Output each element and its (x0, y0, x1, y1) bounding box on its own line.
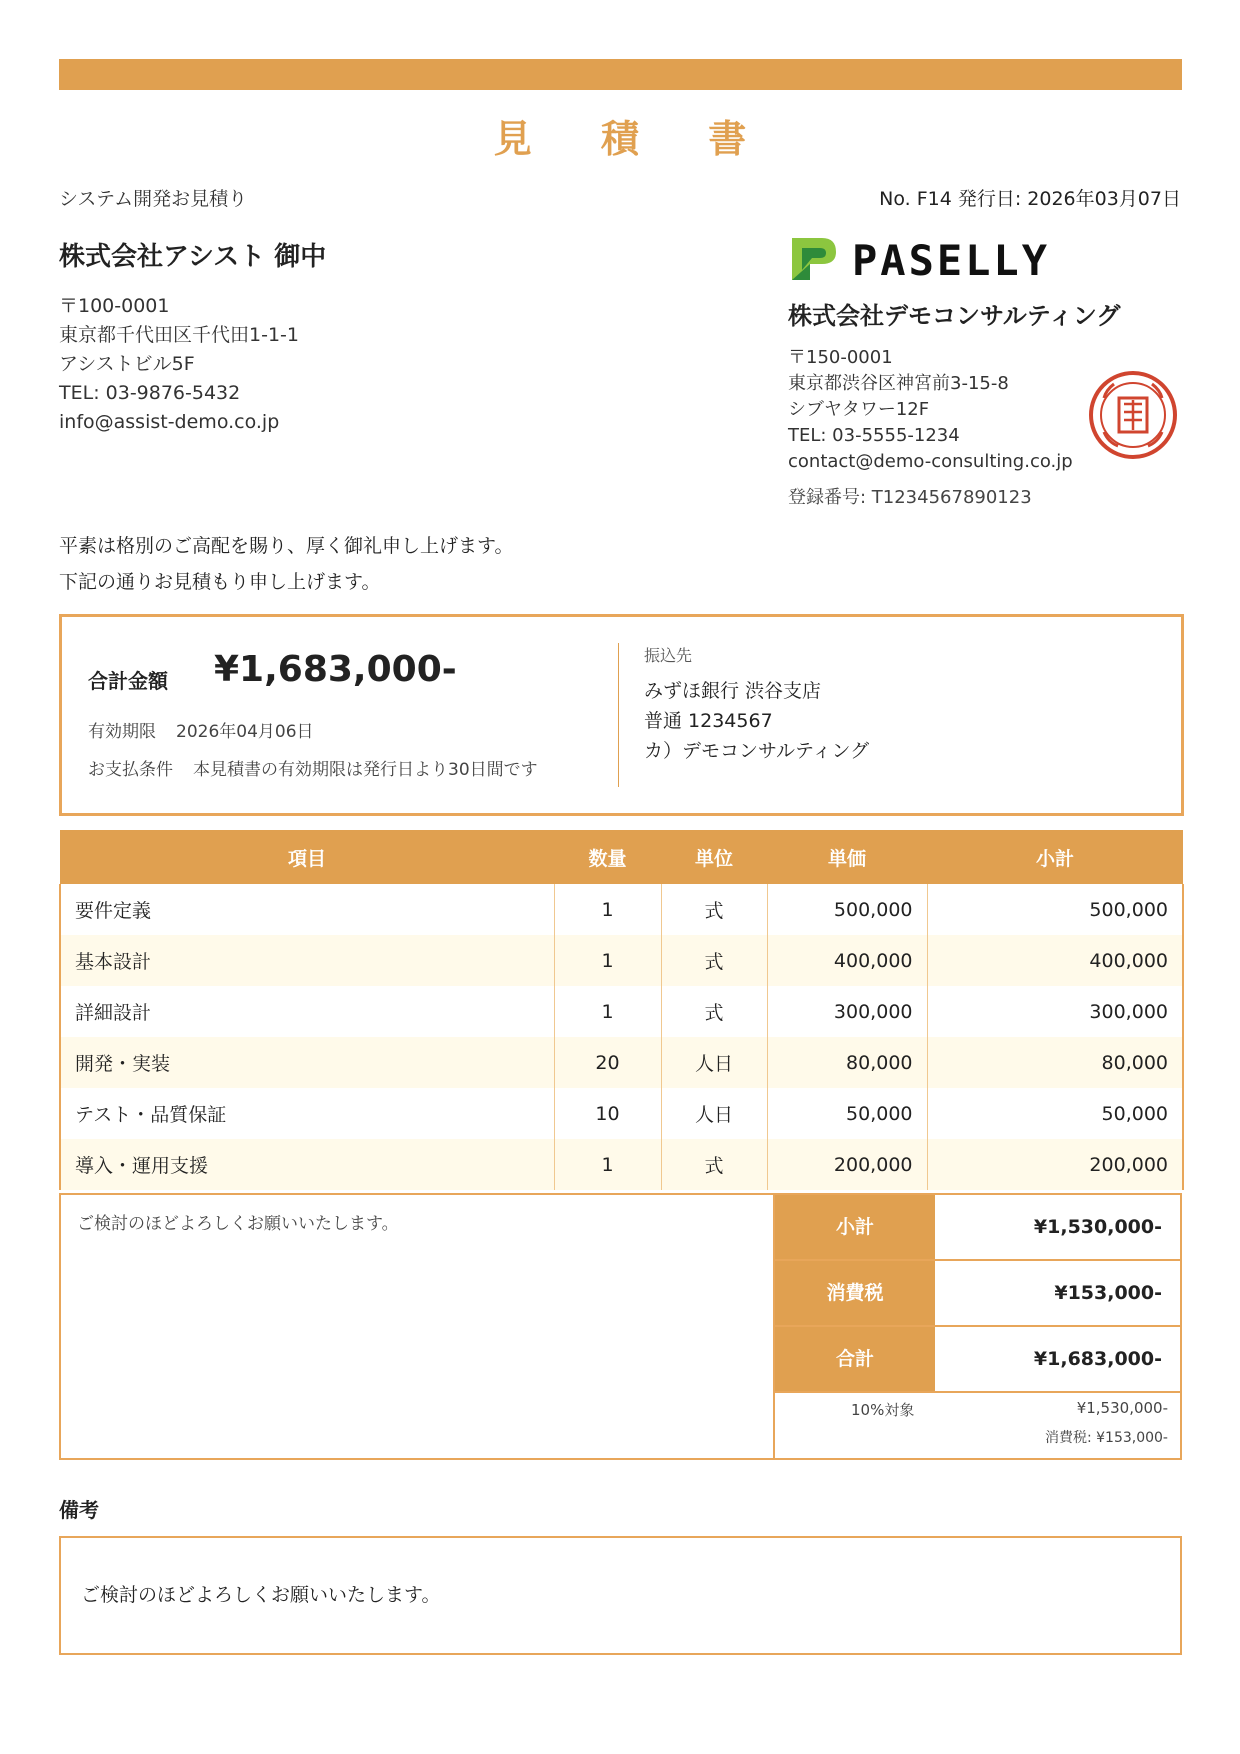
bank-info (644, 643, 869, 766)
total-amount-label: 合計金額 (88, 669, 168, 693)
cell-unit: 式 (661, 884, 767, 935)
bank-label: 振込先 (644, 646, 693, 665)
validity-value: 2026年04月06日 (176, 722, 314, 742)
cell-unit-price: 500,000 (767, 884, 927, 935)
table-row (60, 1139, 1183, 1190)
totals-divider (775, 1391, 1182, 1393)
cell-subtotal: 50,000 (927, 1088, 1183, 1139)
summary-divider (618, 643, 619, 787)
cell-subtotal: 500,000 (927, 884, 1183, 935)
cell-unit: 人日 (661, 1088, 767, 1139)
grand-total-row (775, 1327, 1182, 1391)
issuer-email: contact@demo-consulting.co.jp (788, 451, 1073, 472)
cell-unit-price: 80,000 (767, 1037, 927, 1088)
grand-total-value: ¥1,683,000- (1033, 1348, 1162, 1370)
cell-subtotal: 80,000 (927, 1037, 1183, 1088)
totals-section (59, 1193, 1182, 1460)
client-name: 株式会社アシスト 御中 (59, 242, 327, 272)
logo-wordmark: PASELLY (852, 236, 1051, 285)
issuer-registration-number: 登録番号: T1234567890123 (788, 487, 1032, 508)
greeting-line2: 下記の通りお見積もり申し上げます。 (59, 571, 381, 593)
table-row (60, 935, 1183, 986)
client-address2: アシストビル5F (59, 353, 195, 375)
issuer-info (788, 345, 1073, 475)
cell-unit-price: 50,000 (767, 1088, 927, 1139)
total-amount-value: ¥1,683,000- (214, 649, 457, 690)
header-item: 項目 (60, 830, 554, 884)
greeting (59, 528, 513, 600)
totals-note: ご検討のほどよろしくお願いいたします。 (77, 1214, 399, 1234)
cell-unit-price: 200,000 (767, 1139, 927, 1190)
cell-unit: 式 (661, 986, 767, 1037)
bank-account-holder: カ）デモコンサルティング (644, 740, 870, 762)
cell-subtotal: 300,000 (927, 986, 1183, 1037)
logo-mark-icon (788, 232, 844, 284)
issuer-name: 株式会社デモコンサルティング (788, 302, 1121, 330)
greeting-line1: 平素は格別のご高配を賜り、厚く御礼申し上げます。 (59, 535, 514, 557)
subtotal-row (775, 1195, 1182, 1259)
tax-amount-line: 消費税: ¥153,000- (1044, 1430, 1168, 1446)
cell-subtotal: 400,000 (927, 935, 1183, 986)
cell-unit-price: 400,000 (767, 935, 927, 986)
cell-quantity: 1 (554, 935, 661, 986)
tax-label: 消費税 (775, 1261, 935, 1325)
header-unit: 単位 (661, 830, 767, 884)
issuer-address2: シブヤタワー12F (788, 399, 930, 420)
cell-quantity: 1 (554, 986, 661, 1037)
cell-item: 詳細設計 (60, 986, 554, 1037)
header-quantity: 数量 (554, 830, 661, 884)
remarks-box (59, 1536, 1182, 1655)
issuer-postal: 〒150-0001 (788, 347, 893, 368)
items-table-header (60, 830, 1183, 884)
payment-row (88, 755, 538, 780)
payment-label: お支払条件 (88, 760, 173, 780)
cell-item: テスト・品質保証 (60, 1088, 554, 1139)
remarks-title: 備考 (59, 1498, 99, 1522)
document-number-date: No. F14 発行日: 2026年03月07日 (879, 188, 1181, 210)
table-row (60, 1088, 1183, 1139)
tax-row (775, 1261, 1182, 1325)
client-tel: TEL: 03-9876-5432 (59, 382, 241, 404)
tax-value: ¥153,000- (1054, 1282, 1162, 1304)
cell-quantity: 1 (554, 1139, 661, 1190)
header-accent-bar (59, 59, 1182, 90)
totals-panel (773, 1195, 1182, 1458)
company-seal-icon (1086, 368, 1180, 462)
table-row (60, 1037, 1183, 1088)
payment-value: 本見積書の有効期限は発行日より30日間です (193, 760, 538, 780)
validity-row (88, 717, 314, 742)
client-info (59, 292, 299, 437)
header-unit-price: 単価 (767, 830, 927, 884)
cell-unit: 式 (661, 935, 767, 986)
client-postal: 〒100-0001 (59, 295, 170, 317)
grand-total-label: 合計 (775, 1327, 935, 1391)
tax-base-value: ¥1,530,000- (1076, 1399, 1168, 1417)
table-row (60, 884, 1183, 935)
validity-label: 有効期限 (88, 722, 156, 742)
cell-item: 基本設計 (60, 935, 554, 986)
issuer-tel: TEL: 03-5555-1234 (788, 425, 960, 446)
tax-rate-label: 10%対象 (851, 1401, 915, 1419)
cell-unit-price: 300,000 (767, 986, 927, 1037)
cell-unit: 式 (661, 1139, 767, 1190)
summary-box (59, 614, 1184, 816)
cell-item: 開発・実装 (60, 1037, 554, 1088)
bank-name: みずほ銀行 渋谷支店 (644, 680, 822, 702)
items-table (59, 830, 1184, 1190)
client-email: info@assist-demo.co.jp (59, 411, 280, 433)
cell-quantity: 10 (554, 1088, 661, 1139)
cell-subtotal: 200,000 (927, 1139, 1183, 1190)
cell-item: 要件定義 (60, 884, 554, 935)
company-logo (788, 232, 1068, 284)
remarks-text: ご検討のほどよろしくお願いいたします。 (81, 1584, 441, 1606)
document-title: 見 積 書 (493, 117, 775, 161)
cell-quantity: 1 (554, 884, 661, 935)
cell-item: 導入・運用支援 (60, 1139, 554, 1190)
table-row (60, 986, 1183, 1037)
header-subtotal: 小計 (927, 830, 1183, 884)
issuer-address1: 東京都渋谷区神宮前3-15-8 (788, 373, 1009, 394)
cell-quantity: 20 (554, 1037, 661, 1088)
client-address1: 東京都千代田区千代田1-1-1 (59, 324, 299, 346)
cell-unit: 人日 (661, 1037, 767, 1088)
document-subject: システム開発お見積り (59, 188, 248, 210)
subtotal-value: ¥1,530,000- (1033, 1216, 1162, 1238)
bank-account: 普通 1234567 (644, 710, 773, 732)
subtotal-label: 小計 (775, 1195, 935, 1259)
